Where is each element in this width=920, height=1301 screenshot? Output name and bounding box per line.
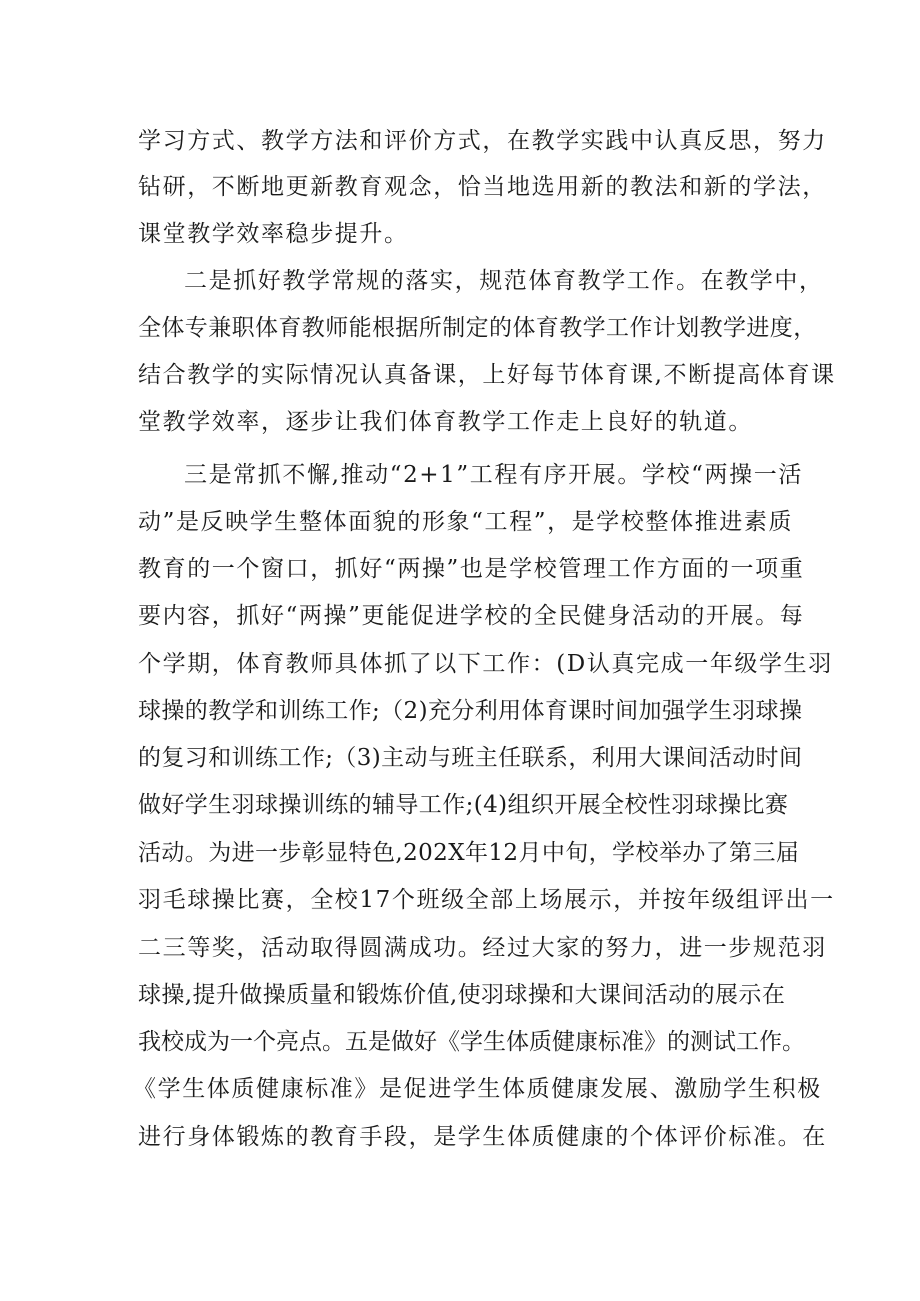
text-line: 球操的教学和训练工作;（2)充分利用体育课时间加强学生羽球操 [138,698,803,724]
text-line: 堂教学效率，逐步让我们体育教学工作走上良好的轨道。 [138,409,753,435]
text-line: 我校成为一个亮点。五是做好《学生体质健康标准》的测试工作。 [138,1029,805,1055]
text-line: 羽毛球操比赛，全校17个班级全部上场展示，并按年级组评出一 [138,887,835,913]
text-line: 钻研，不断地更新教育观念，恰当地选用新的教法和新的学法， [138,174,827,200]
text-line: 全体专兼职体育教师能根据所制定的体育教学工作计划教学进度， [138,315,817,341]
text-line: 学习方式、教学方法和评价方式，在教学实践中认真反思，努力 [138,128,827,154]
text-line: 的复习和训练工作;（3)主动与班主任联系，利用大课间活动时间 [138,745,803,771]
text-line: 个学期，体育教师具体抓了以下工作：(D认真完成一年级学生羽 [138,651,833,677]
text-line: 做好学生羽球操训练的辅导工作;(4)组织开展全校性羽球操比赛 [138,792,789,818]
text-line: 《学生体质健康标准》是促进学生体质健康发展、激励学生积极 [133,1076,822,1102]
text-line: 动”是反映学生整体面貌的形象“工程”，是学校整体推进素质 [138,509,794,535]
text-line: 教育的一个窗口，抓好“两操”也是学校管理工作方面的一项重 [138,556,805,582]
text-line: 进行身体锻炼的教育手段，是学生体质健康的个体评价标准。在 [138,1124,827,1150]
text-line: 结合教学的实际情况认真备课，上好每节体育课,不断提高体育课 [138,362,836,388]
text-line: 二三等奖，活动取得圆满成功。经过大家的努力，进一步规范羽 [138,935,827,961]
text-line: 活动。为进一步彰显特色,202X年12月中旬，学校举办了第三届 [138,840,800,866]
text-line: 要内容，抓好“两操”更能促进学校的全民健身活动的开展。每 [138,603,805,629]
paragraph-first-line: 二是抓好教学常规的落实，规范体育教学工作。在教学中， [184,268,824,294]
text-line: 课堂教学效率稳步提升。 [138,221,409,247]
paragraph-first-line: 三是常抓不懈,推动“2+1”工程有序开展。学校“两操一活 [184,462,803,488]
text-line: 球操,提升做操质量和锻炼价值,使羽球操和大课间活动的展示在 [138,982,786,1008]
